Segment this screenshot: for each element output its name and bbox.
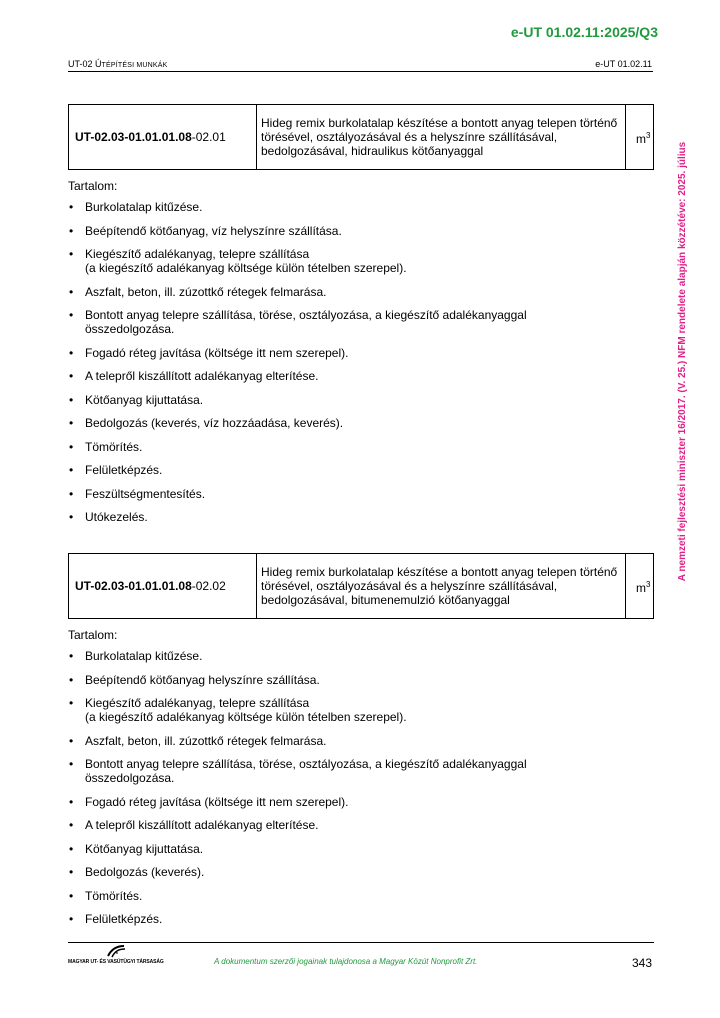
list-item: • Feszültségmentesítés. [68,487,654,501]
contents-section-1 [68,179,654,534]
contents-label: Tartalom: [68,179,118,193]
copyright-notice: A dokumentum szerzői jogainak tulajdonosa a Magyar Közút Nonprofit Zrt. [214,957,478,966]
footer-rule [68,942,654,943]
item-code-cell [69,105,257,170]
list-item: • Kötőanyag kijuttatása. [68,842,654,856]
list-item: • Utókezelés. [68,510,654,524]
item-unit-exponent: 3 [646,579,651,589]
item-code-bold: UT-02.03-01.01.01.08 [75,130,192,144]
side-note-text: A nemzeti fejlesztési miniszter 16/2017. (V. 25.) NFM rendelete alapján közzétéve: 2025. július [677,141,689,581]
list-item: • Kiegészítő adalékanyag, telepre szállítása (a kiegészítő adalékanyag költsége külön tételben szerepel). [68,247,654,275]
item-code-cell [69,554,257,619]
item-table-1 [68,104,654,170]
list-item: • Beépítendő kötőanyag helyszínre szállítása. [68,673,654,687]
header-rule [68,71,653,72]
page-number: 343 [631,956,652,970]
list-item: • Burkolatalap kitűzése. [68,200,654,214]
list-item: • Bedolgozás (keverés, víz hozzáadása, keverés). [68,416,654,430]
item-unit [626,554,654,619]
header-right: e-UT 01.02.11 [595,59,652,69]
list-item: • A telepről kiszállított adalékanyag elterítése. [68,369,654,383]
header-left-first-letter: Ú [95,59,102,69]
header-left-rest: TÉPÍTÉSI MUNKÁK [101,62,168,69]
list-item: • Tömörítés. [68,440,654,454]
item-unit-base: m [636,131,646,146]
list-item: • Bontott anyag telepre szállítása, törése, osztályozása, a kiegészítő adalékanyaggal összedolgozása. [68,308,654,336]
document-code: e-UT 01.02.11:2025/Q3 [510,24,658,40]
header-left [68,59,168,69]
list-item: • Aszfalt, beton, ill. zúzottkő rétegek felmarása. [68,285,654,299]
list-item: • Bontott anyag telepre szállítása, törése, osztályozása, a kiegészítő adalékanyaggal összedolgozása. [68,757,654,785]
item-unit-exponent: 3 [646,130,651,140]
list-item: • A telepről kiszállított adalékanyag elterítése. [68,818,654,832]
item-description: Hideg remix burkolatalap készítése a bontott anyag telepen történő törésével, osztályozásával és a helyszínre szállításával, bedolgozásával, hidraulikus kötőanyaggal [257,105,626,170]
list-item: • Beépítendő kötőanyag, víz helyszínre szállítása. [68,224,654,238]
contents-list [68,649,654,926]
company-logo [68,944,163,972]
item-code-suffix: -02.02 [191,579,226,593]
item-unit-base: m [636,580,646,595]
list-item: • Fogadó réteg javítása (költsége itt nem szerepel). [68,346,654,360]
contents-list [68,200,654,524]
item-unit [626,105,654,170]
logo-text: MAGYAR UT- ÉS VASÚTÜGYI TÁRSASÁG [68,959,164,965]
list-item: • Tömörítés. [68,889,654,903]
list-item: • Felületképzés. [68,912,654,926]
item-code-suffix: -02.01 [191,130,226,144]
list-item: • Felületképzés. [68,463,654,477]
header-left-prefix: UT-02 [68,59,96,69]
list-item: • Burkolatalap kitűzése. [68,649,654,663]
list-item: • Kötőanyag kijuttatása. [68,393,654,407]
item-description: Hideg remix burkolatalap készítése a bontott anyag telepen történő törésével, osztályozásával és a helyszínre szállításával, bedolgozásával, bitumenemulzió kötőanyaggal [257,554,626,619]
list-item: • Bedolgozás (keverés). [68,865,654,879]
side-note [673,96,693,626]
item-table-2 [68,553,654,619]
item-code-bold: UT-02.03-01.01.01.08 [75,579,192,593]
contents-section-2 [68,628,654,936]
list-item: • Kiegészítő adalékanyag, telepre szállítása (a kiegészítő adalékanyag költsége külön tételben szerepel). [68,696,654,724]
contents-label: Tartalom: [68,628,118,642]
list-item: • Aszfalt, beton, ill. zúzottkő rétegek felmarása. [68,734,654,748]
list-item: • Fogadó réteg javítása (költsége itt nem szerepel). [68,795,654,809]
logo-road-icon [106,944,126,958]
